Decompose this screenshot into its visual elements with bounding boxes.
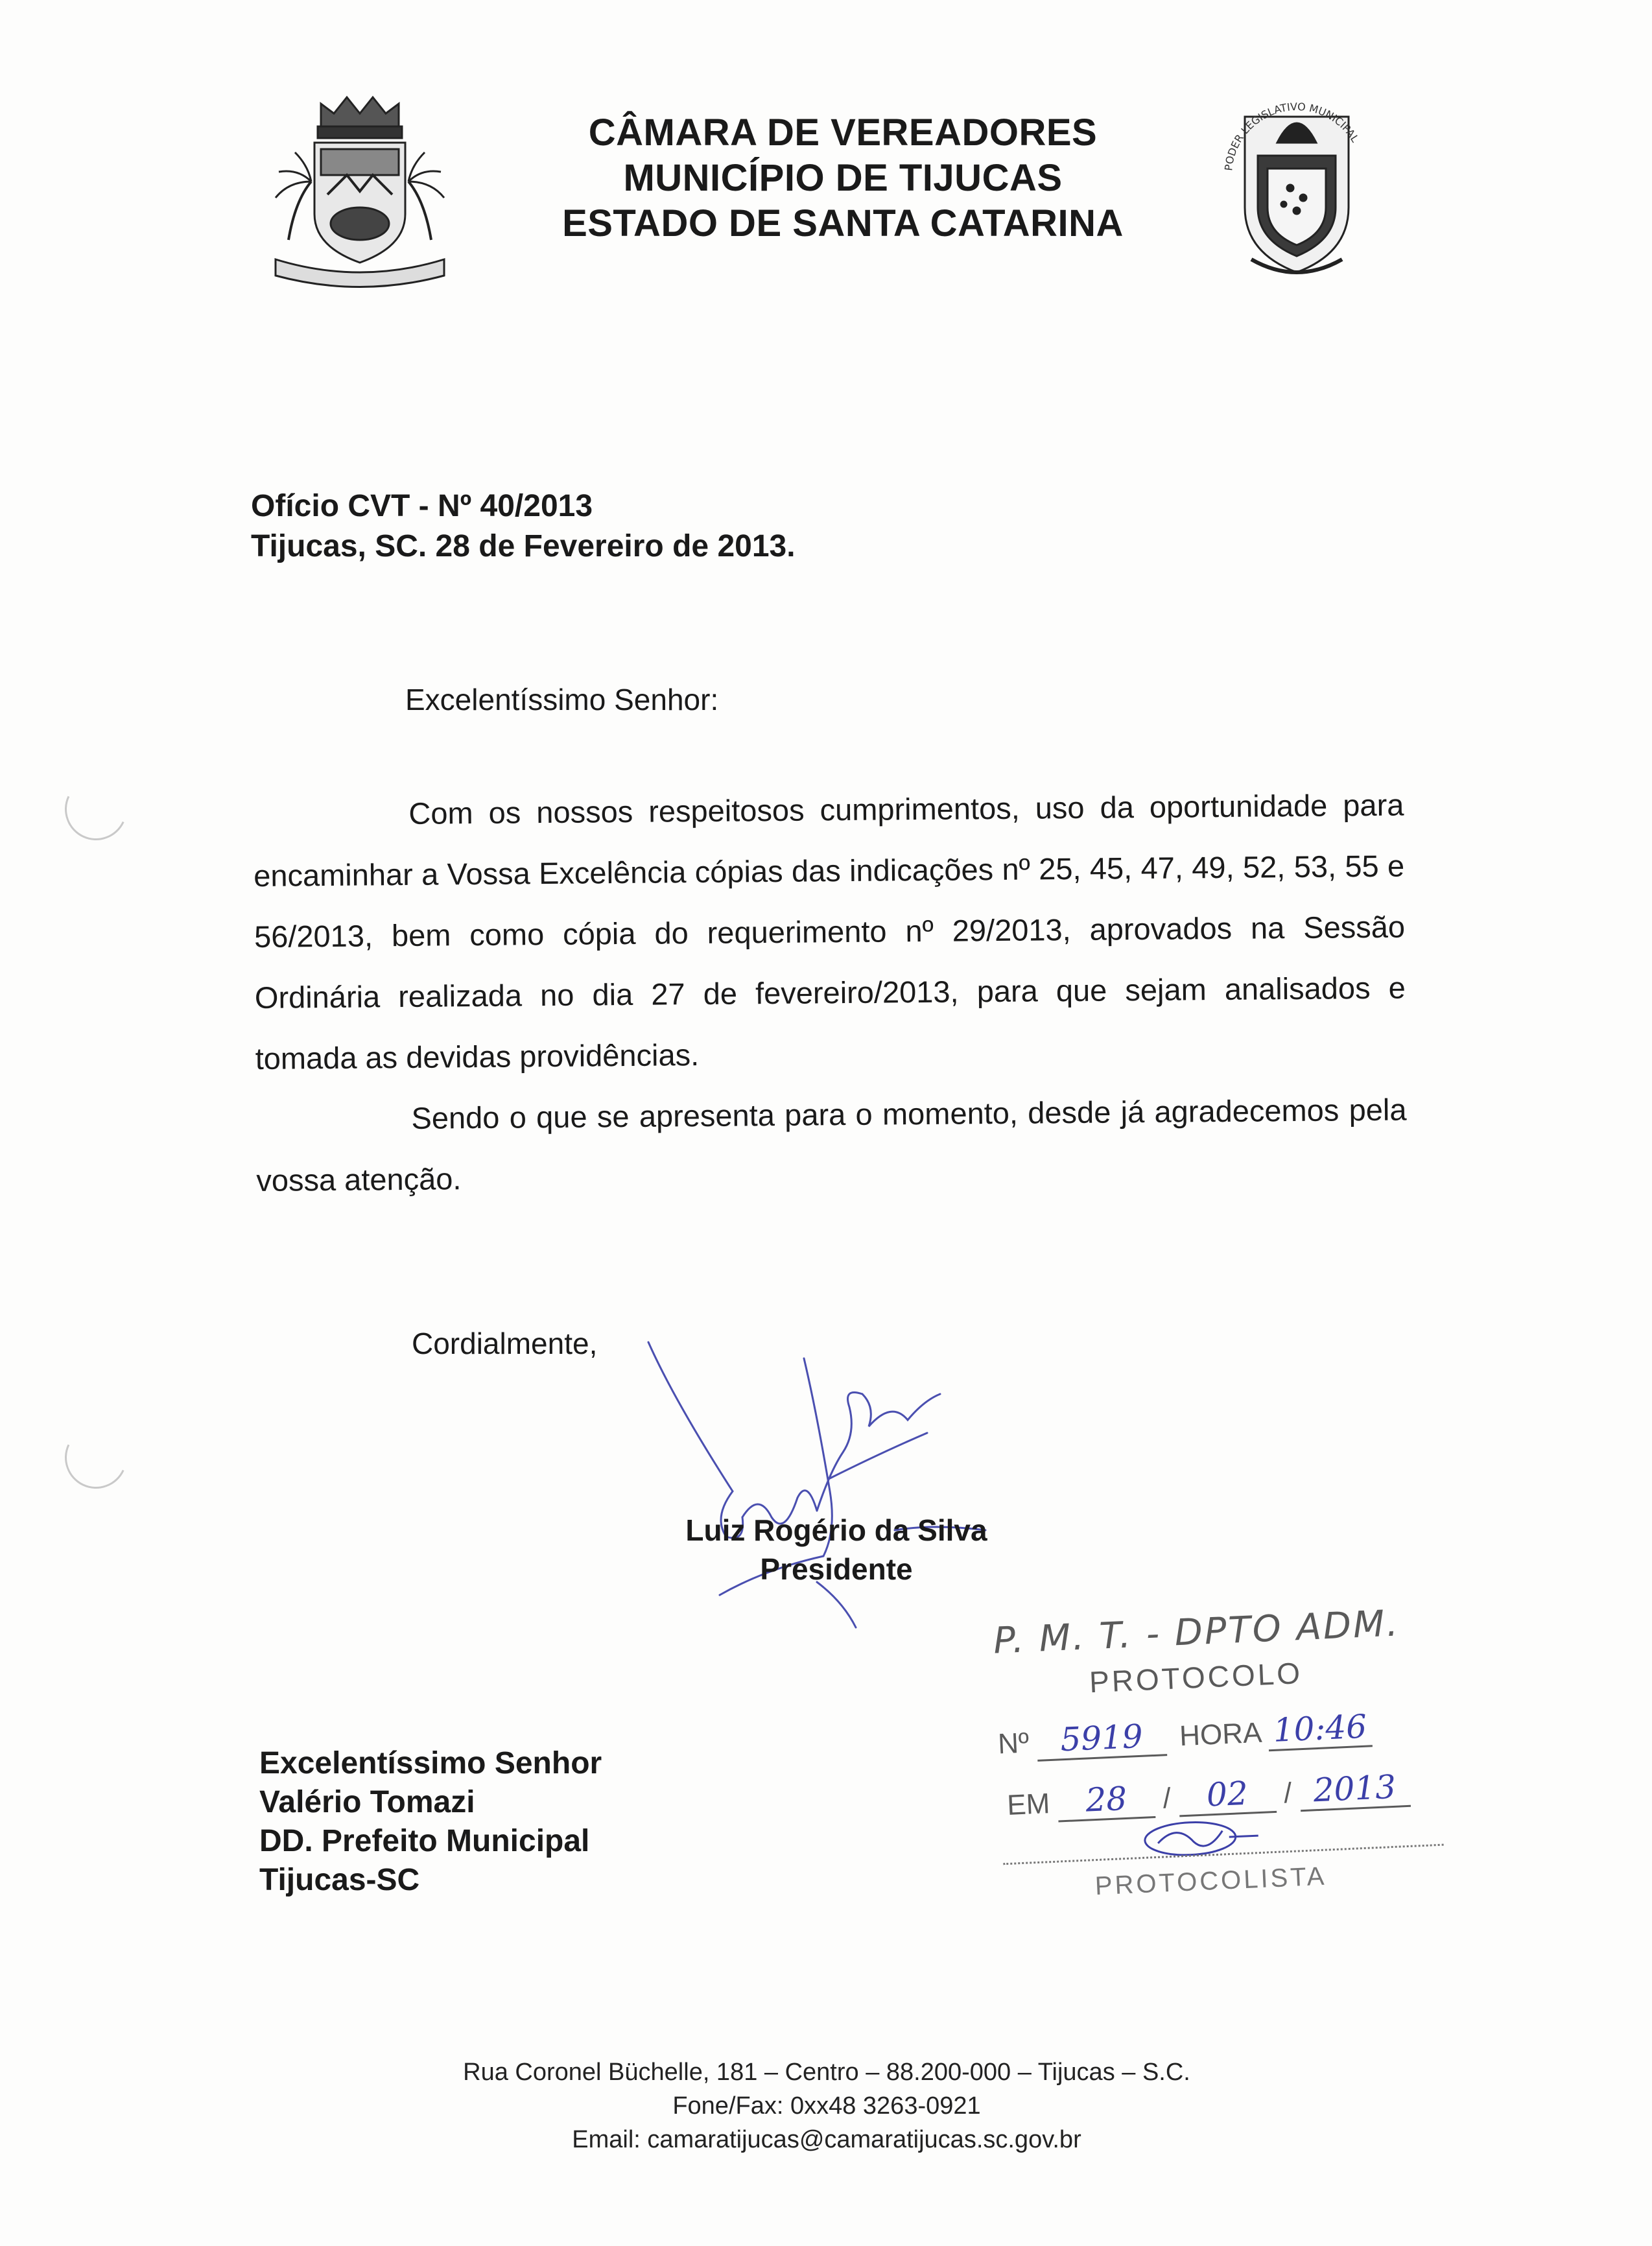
legislative-seal-icon	[1206, 78, 1387, 285]
recipient-line-3: DD. Prefeito Municipal	[259, 1824, 590, 1858]
letterhead-line-1: CÂMARA DE VEREADORES	[588, 112, 1098, 154]
footer-phone: Fone/Fax: 0xx48 3263-0921	[672, 2092, 981, 2120]
stamp-date-year: 2013	[1312, 1767, 1397, 1810]
stamp-number-value: 5919	[1059, 1717, 1144, 1759]
stamp-number-row	[997, 1707, 1373, 1763]
punch-hole	[56, 769, 136, 849]
body-paragraph-2: Sendo o que se apresenta para o momento, desde já agradecemos pela vossa atenção.	[256, 1092, 1407, 1198]
signer-block	[668, 1511, 1005, 1589]
handwritten-signature-icon	[635, 1323, 1024, 1660]
letter-reference	[251, 486, 796, 567]
stamp-department: P. M. T. - DPTO ADM.	[992, 1602, 1401, 1662]
letterhead-line-3: ESTADO DE SANTA CATARINA	[562, 202, 1124, 244]
footer-address: Rua Coronel Büchelle, 181 – Centro – 88.200-000 – Tijucas – S.C.	[463, 2059, 1190, 2086]
stamp-hour-value: 10:46	[1272, 1707, 1368, 1749]
body-paragraph-1: Com os nossos respeitosos cumprimentos, uso da oportunidade para encaminhar a Vossa Excelência cópias das indicações nº 25, 45, 47, 49, 52, 53, 55 e 56/2013, bem como cópia do requerimento nº 29/2013, aprovados na Sessão Ordinária realizada no dia 27 de fevereiro/2013, para que sejam analisados e tomada as devidas providências.	[253, 787, 1406, 1076]
letter-footer	[389, 2055, 1264, 2157]
recipient-line-4: Tijucas-SC	[259, 1863, 420, 1897]
stamp-date-day: 28	[1085, 1779, 1128, 1819]
letterhead-line-2: MUNICÍPIO DE TIJUCAS	[623, 157, 1063, 199]
recipient-line-2: Valério Tomazi	[259, 1785, 475, 1819]
salutation: Excelentíssimo Senhor:	[405, 683, 719, 716]
stamp-footer: PROTOCOLISTA	[1094, 1862, 1328, 1901]
stamp-hour-label: HORA	[1179, 1716, 1261, 1753]
svg-text:PODER LEGISLATIVO MUNICIPAL: PODER LEGISLATIVO MUNICIPAL	[1222, 100, 1362, 172]
oficio-number: Ofício CVT - Nº 40/2013	[251, 489, 593, 523]
stamp-number-label: Nº	[997, 1727, 1030, 1760]
letter-body	[253, 775, 1408, 1211]
coat-of-arms-icon	[250, 84, 470, 298]
punch-hole	[56, 1417, 136, 1497]
footer-email: Email: camaratijucas@camaratijucas.sc.gov.br	[572, 2126, 1081, 2153]
stamp-title: PROTOCOLO	[1089, 1655, 1304, 1699]
letterhead-title	[519, 110, 1167, 246]
protocol-stamp	[973, 1588, 1453, 1926]
place-and-date: Tijucas, SC. 28 de Fevereiro de 2013.	[251, 529, 796, 563]
stamp-date-separator: /	[1283, 1777, 1293, 1810]
stamp-date-month: 02	[1205, 1774, 1249, 1814]
signer-title: Presidente	[760, 1552, 913, 1586]
signer-name: Luiz Rogério da Silva	[685, 1513, 987, 1547]
stamp-date-separator: /	[1162, 1782, 1172, 1815]
recipient-line-1: Excelentíssimo Senhor	[259, 1746, 602, 1780]
recipient-block	[259, 1744, 602, 1900]
stamp-date-label: EM	[1006, 1788, 1051, 1821]
closing: Cordialmente,	[412, 1327, 598, 1360]
